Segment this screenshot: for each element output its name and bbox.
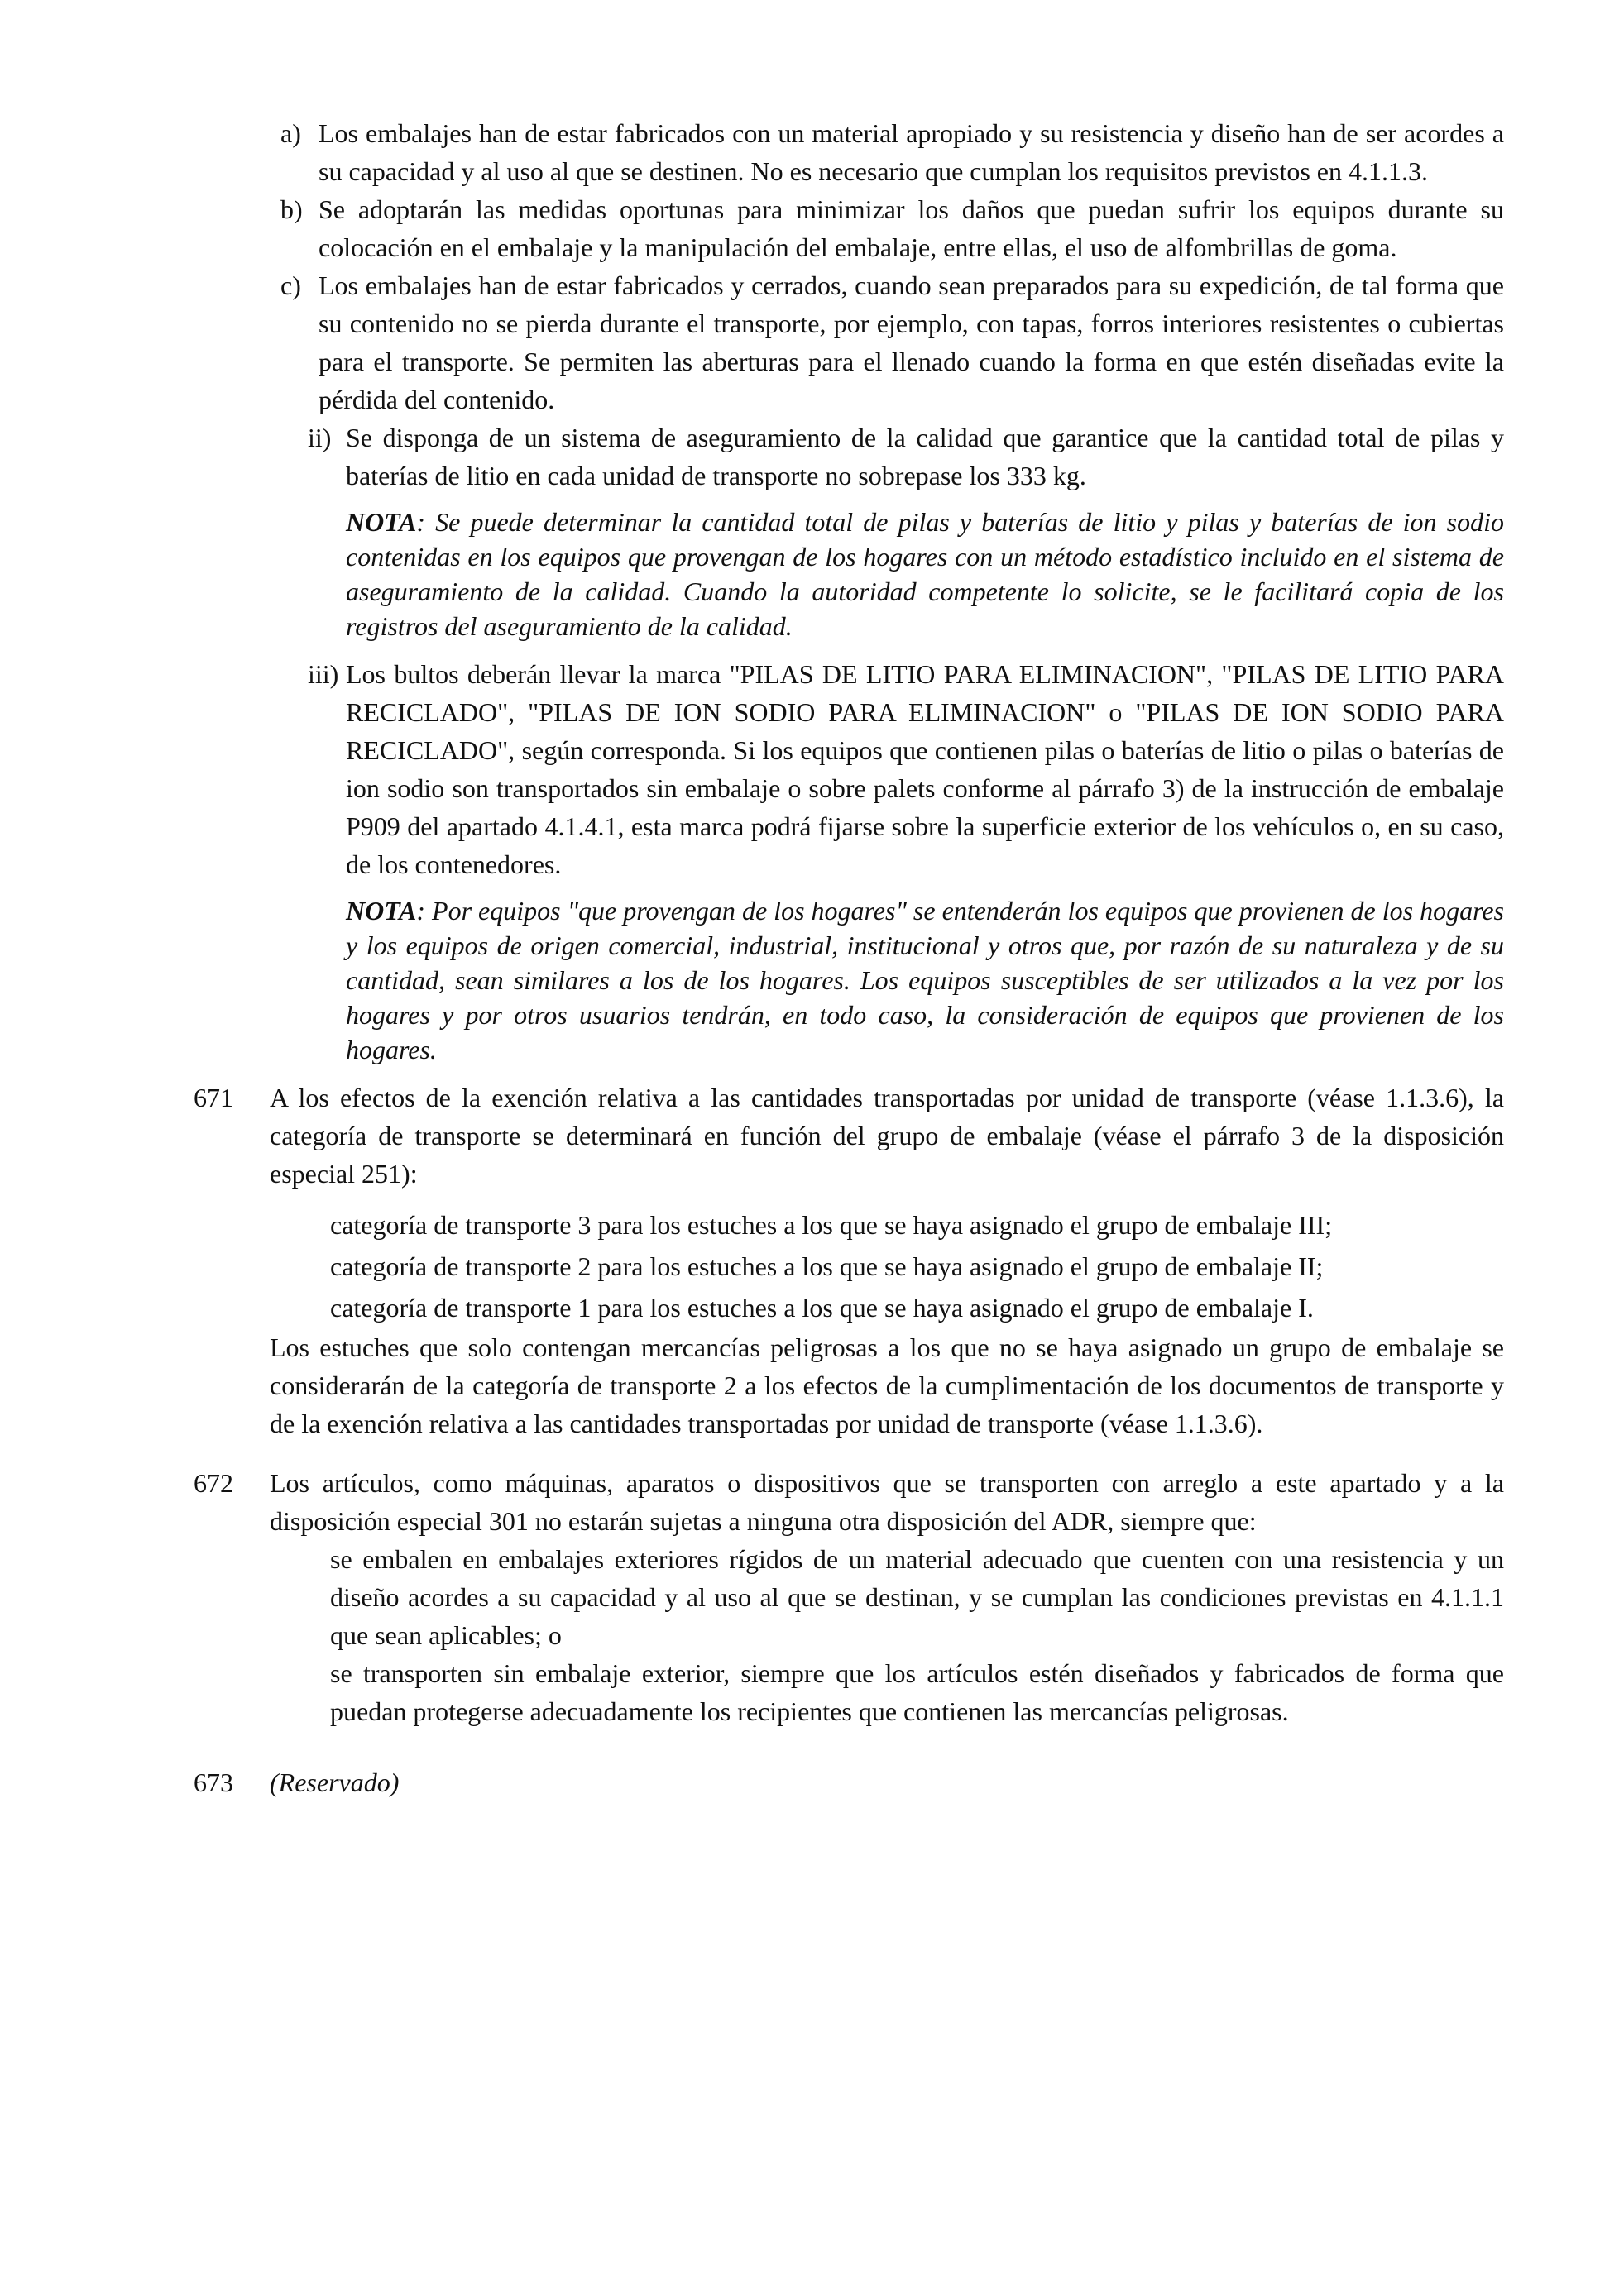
item-text: Los embalajes han de estar fabricados con un material apropiado y su resistencia y diseño han de ser acordes a su capacidad y al uso al que se destinen. No es necesario que cumplan los requisitos previstos en 4.1.1.3.: [319, 118, 1504, 186]
category-item: categoría de transporte 1 para los estuches a los que se haya asignado el grupo de embalaje I.: [330, 1293, 1314, 1323]
note-text: : Se puede determinar la cantidad total de pilas y baterías de litio y pilas y baterías de ion sodio contenidas en los equipos que provengan de los hogares con un método estadístico incluido en el sistema de aseguramiento de la calidad. Cuando la autoridad competente lo solicite, se le facilitará copia de los registros del aseguramiento de la calidad.: [346, 507, 1504, 641]
item-label: c): [280, 270, 301, 300]
paragraph-672: [194, 1464, 1504, 1730]
paragraph-number: 673: [194, 1767, 233, 1797]
item-text: Se disponga de un sistema de aseguramiento de la calidad que garantice que la cantidad total de pilas y baterías de litio en cada unidad de transporte no sobrepase los 333 kg.: [346, 423, 1504, 490]
list-item-b: [280, 190, 1504, 266]
category-item: categoría de transporte 3 para los estuches a los que se haya asignado el grupo de embalaje III;: [330, 1210, 1333, 1240]
note-text: : Por equipos "que provengan de los hogares" se entenderán los equipos que provienen de los hogares y los equipos de origen comercial, industrial, institucional y otros que, por razón de su naturaleza y de su cantidad, sean similares a los de los hogares. Los equipos susceptibles de ser utilizados a la vez por los hogares y por otros usuarios tendrán, en todo caso, la consideración de equipos que provienen de los hogares.: [346, 896, 1504, 1064]
paragraph-text: (Reservado): [270, 1767, 400, 1797]
item-text: Los bultos deberán llevar la marca "PILAS DE LITIO PARA ELIMINACION", "PILAS DE LITIO PARA RECICLADO", "PILAS DE ION SODIO PARA ELIMINACION" o "PILAS DE ION SODIO PARA RECICLADO", según corresponda. Si los equipos que contienen pilas o baterías de litio o pilas o baterías de ion sodio son transportados sin embalaje o sobre palets conforme al párrafo 3) de la instrucción de embalaje P909 del apartado 4.1.4.1, esta marca podrá fijarse sobre la superficie exterior de los vehículos o, en su caso, de los contenedores.: [346, 659, 1504, 879]
condition-item: se embalen en embalajes exteriores rígidos de un material adecuado que cuenten con una resistencia y un diseño acordes a su capacidad y al uso al que se destinan, y se cumplan las condiciones previstas en 4.1.1.1 que sean aplicables; o: [330, 1544, 1504, 1650]
item-label: iii): [308, 659, 339, 689]
list-item-ii: [308, 419, 1504, 495]
category-list: [330, 1204, 1504, 1328]
condition-item: se transporten sin embalaje exterior, siempre que los artículos estén diseñados y fabricados de forma que puedan protegerse adecuadamente los recipientes que contienen las mercancías peligrosas.: [330, 1658, 1504, 1726]
note-1: [346, 505, 1504, 643]
paragraph-671: [194, 1079, 1504, 1442]
item-text: Se adoptarán las medidas oportunas para minimizar los daños que puedan sufrir los equipos durante su colocación en el embalaje y la manipulación del embalaje, entre ellas, el uso de alfombrillas de goma.: [319, 194, 1504, 262]
list-item-a: [280, 114, 1504, 190]
paragraph-number: 672: [194, 1468, 233, 1498]
paragraph-text: A los efectos de la exención relativa a las cantidades transportadas por unidad de transporte (véase 1.1.3.6), la categoría de transporte se determinará en función del grupo de embalaje (véase el párrafo 3 de la disposición especial 251):: [270, 1083, 1504, 1189]
note-label: NOTA: [346, 507, 417, 537]
category-item: categoría de transporte 2 para los estuches a los que se haya asignado el grupo de embalaje II;: [330, 1251, 1324, 1281]
paragraph-text: Los artículos, como máquinas, aparatos o dispositivos que se transporten con arreglo a este apartado y a la disposición especial 301 no estarán sujetas a ninguna otra disposición del ADR, siempre que:: [270, 1468, 1504, 1536]
paragraph-number: 671: [194, 1083, 233, 1112]
item-label: b): [280, 194, 303, 224]
item-label: ii): [308, 423, 332, 452]
note-2: [346, 893, 1504, 1067]
note-label: NOTA: [346, 896, 417, 926]
item-label: a): [280, 118, 301, 148]
paragraph-closing: Los estuches que solo contengan mercancías peligrosas a los que no se haya asignado un grupo de embalaje se considerarán de la categoría de transporte 2 a los efectos de la cumplimentación de los documentos de transporte y de la exención relativa a las cantidades transportadas por unidad de transporte (véase 1.1.3.6).: [270, 1332, 1504, 1438]
list-item-c: [280, 266, 1504, 419]
paragraph-673: [194, 1763, 1504, 1801]
list-item-iii: [308, 655, 1504, 883]
item-text: Los embalajes han de estar fabricados y cerrados, cuando sean preparados para su expedición, de tal forma que su contenido no se pierda durante el transporte, por ejemplo, con tapas, forros interiores resistentes o cubiertas para el transporte. Se permiten las aberturas para el llenado cuando la forma en que estén diseñadas evite la pérdida del contenido.: [319, 270, 1504, 414]
